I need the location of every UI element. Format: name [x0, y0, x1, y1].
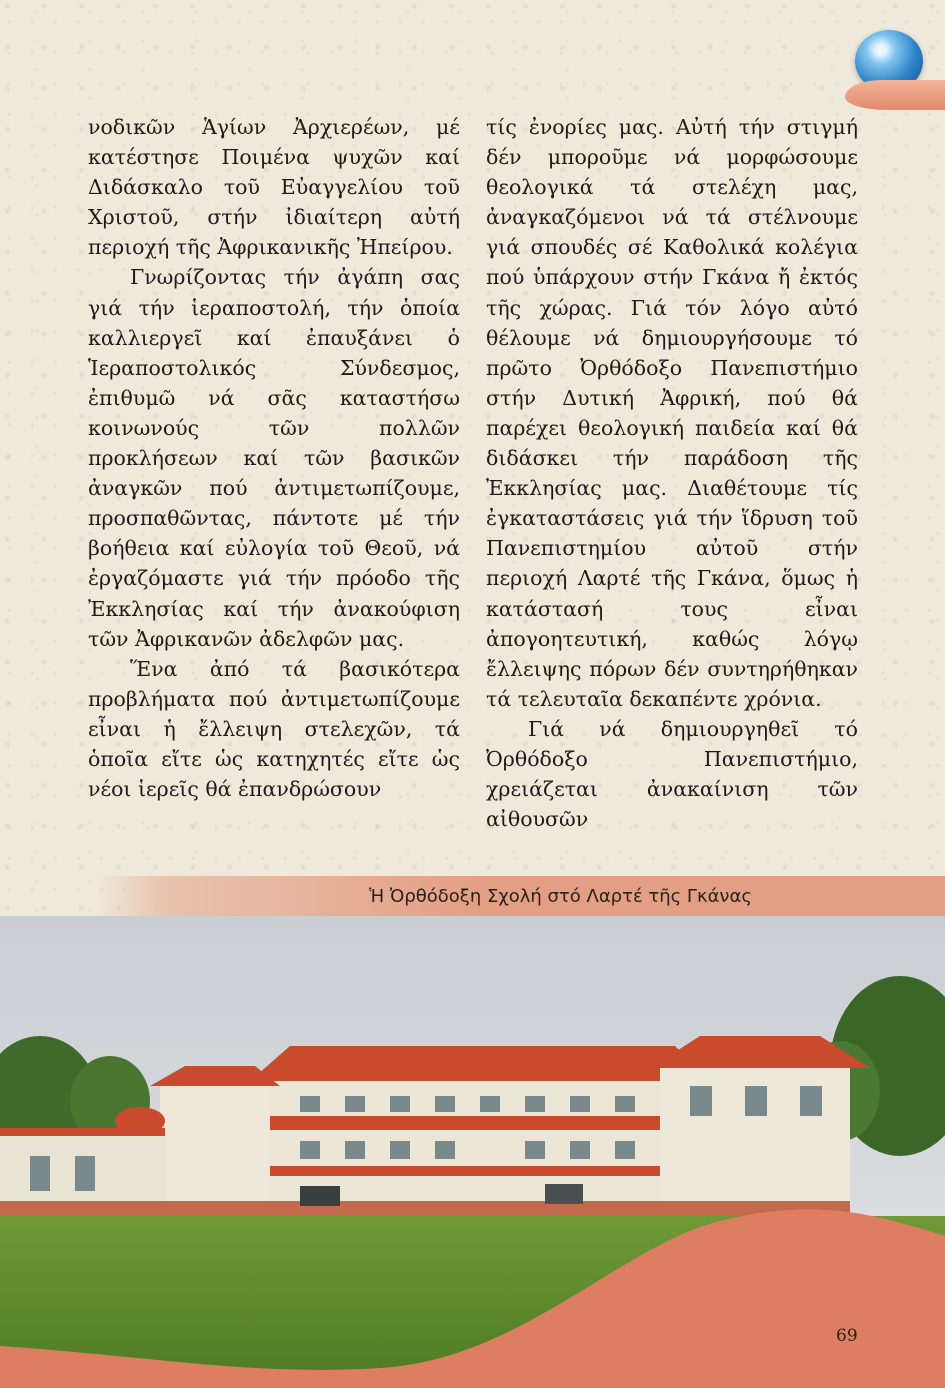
paragraph: Ἕνα ἀπό τά βασικότερα προβλήματα πού ἀντιμετωπίζουμε εἶναι ἡ ἔλλειψη στελεχῶν, τά ὁποῖα εἴτε ὡς κατηχητές εἴτε ὡς νέοι ἱερεῖς θά ἐπανδρώσουν — [88, 656, 460, 802]
photo-caption-bar — [96, 876, 945, 916]
hand-icon — [845, 80, 945, 110]
right-text-column — [486, 112, 858, 834]
paragraph: Γνωρίζοντας τήν ἀγάπη σας γιά τήν ἱεραποστολή, τήν ὁποία καλλιεργεῖ καί ἐπαυξάνει ὁ Ἱεραποστολικός Σύνδεσμος, ἐπιθυμῶ νά σᾶς καταστήσω κοινωνούς τῶν πολλῶν προκλήσεων καί τῶν βασικῶν ἀναγκῶν πού ἀντιμετωπίζουμε, προσπαθῶντας, πάντοτε μέ τήν βοήθεια καί εὐλογία τοῦ Θεοῦ, νά ἐργαζόμαστε γιά τήν πρόοδο τῆς Ἐκκλησίας καί τήν ἀνακούφιση τῶν Ἀφρικανῶν ἀδελφῶν μας. — [88, 265, 460, 651]
left-text-column — [88, 112, 460, 804]
paragraph: Γιά νά δημιουργηθεῖ τό Ὀρθόδοξο Πανεπιστήμιο, χρειάζεται ἀνακαίνιση τῶν αἰθουσῶν — [486, 716, 858, 832]
page-number: 69 — [836, 1326, 858, 1346]
paragraph: νοδικῶν Ἁγίων Ἀρχιερέων, μέ κατέστησε Ποιμένα ψυχῶν καί Διδάσκαλο τοῦ Εὐαγγελίου τοῦ Χριστοῦ, στήν ἰδιαίτερη αὐτή περιοχή τῆς Ἀφρικανικῆς Ἠπείρου. — [88, 115, 460, 260]
school-building-photo — [0, 916, 945, 1388]
photo-caption: Ἡ Ὀρθόδοξη Σχολή στό Λαρτέ τῆς Γκάνας — [369, 885, 752, 907]
paragraph: τίς ἐνορίες μας. Αὐτή τήν στιγμή δέν μποροῦμε νά μορφώσουμε θεολογικά τά στελέχη μας, ἀναγκαζόμενοι νά τά στέλνουμε γιά σπουδές σέ Καθολικά κολέγια πού ὑπάρχουν στήν Γκάνα ἤ ἐκτός τῆς χώρας. Γιά τόν λόγο αὐτό θέλουμε νά δημιουργήσουμε τό πρῶτο Ὀρθόδοξο Πανεπιστήμιο στήν Δυτική Ἀφρική, πού θά παρέχει θεολογική παιδεία καί θά διδάσκει τήν παράδοση τῆς Ἐκκλησίας μας. Διαθέτουμε τίς ἐγκαταστάσεις γιά τήν ἵδρυση τοῦ Πανεπιστημίου αὐτοῦ στήν περιοχή Λαρτέ τῆς Γκάνα, ὅμως ἡ κατάστασή τους εἶναι ἀπογοητευτική, καθώς λόγῳ ἔλλειψης πόρων δέν συντηρήθηκαν τά τελευταῖα δεκαπέντε χρόνια. — [486, 115, 858, 711]
